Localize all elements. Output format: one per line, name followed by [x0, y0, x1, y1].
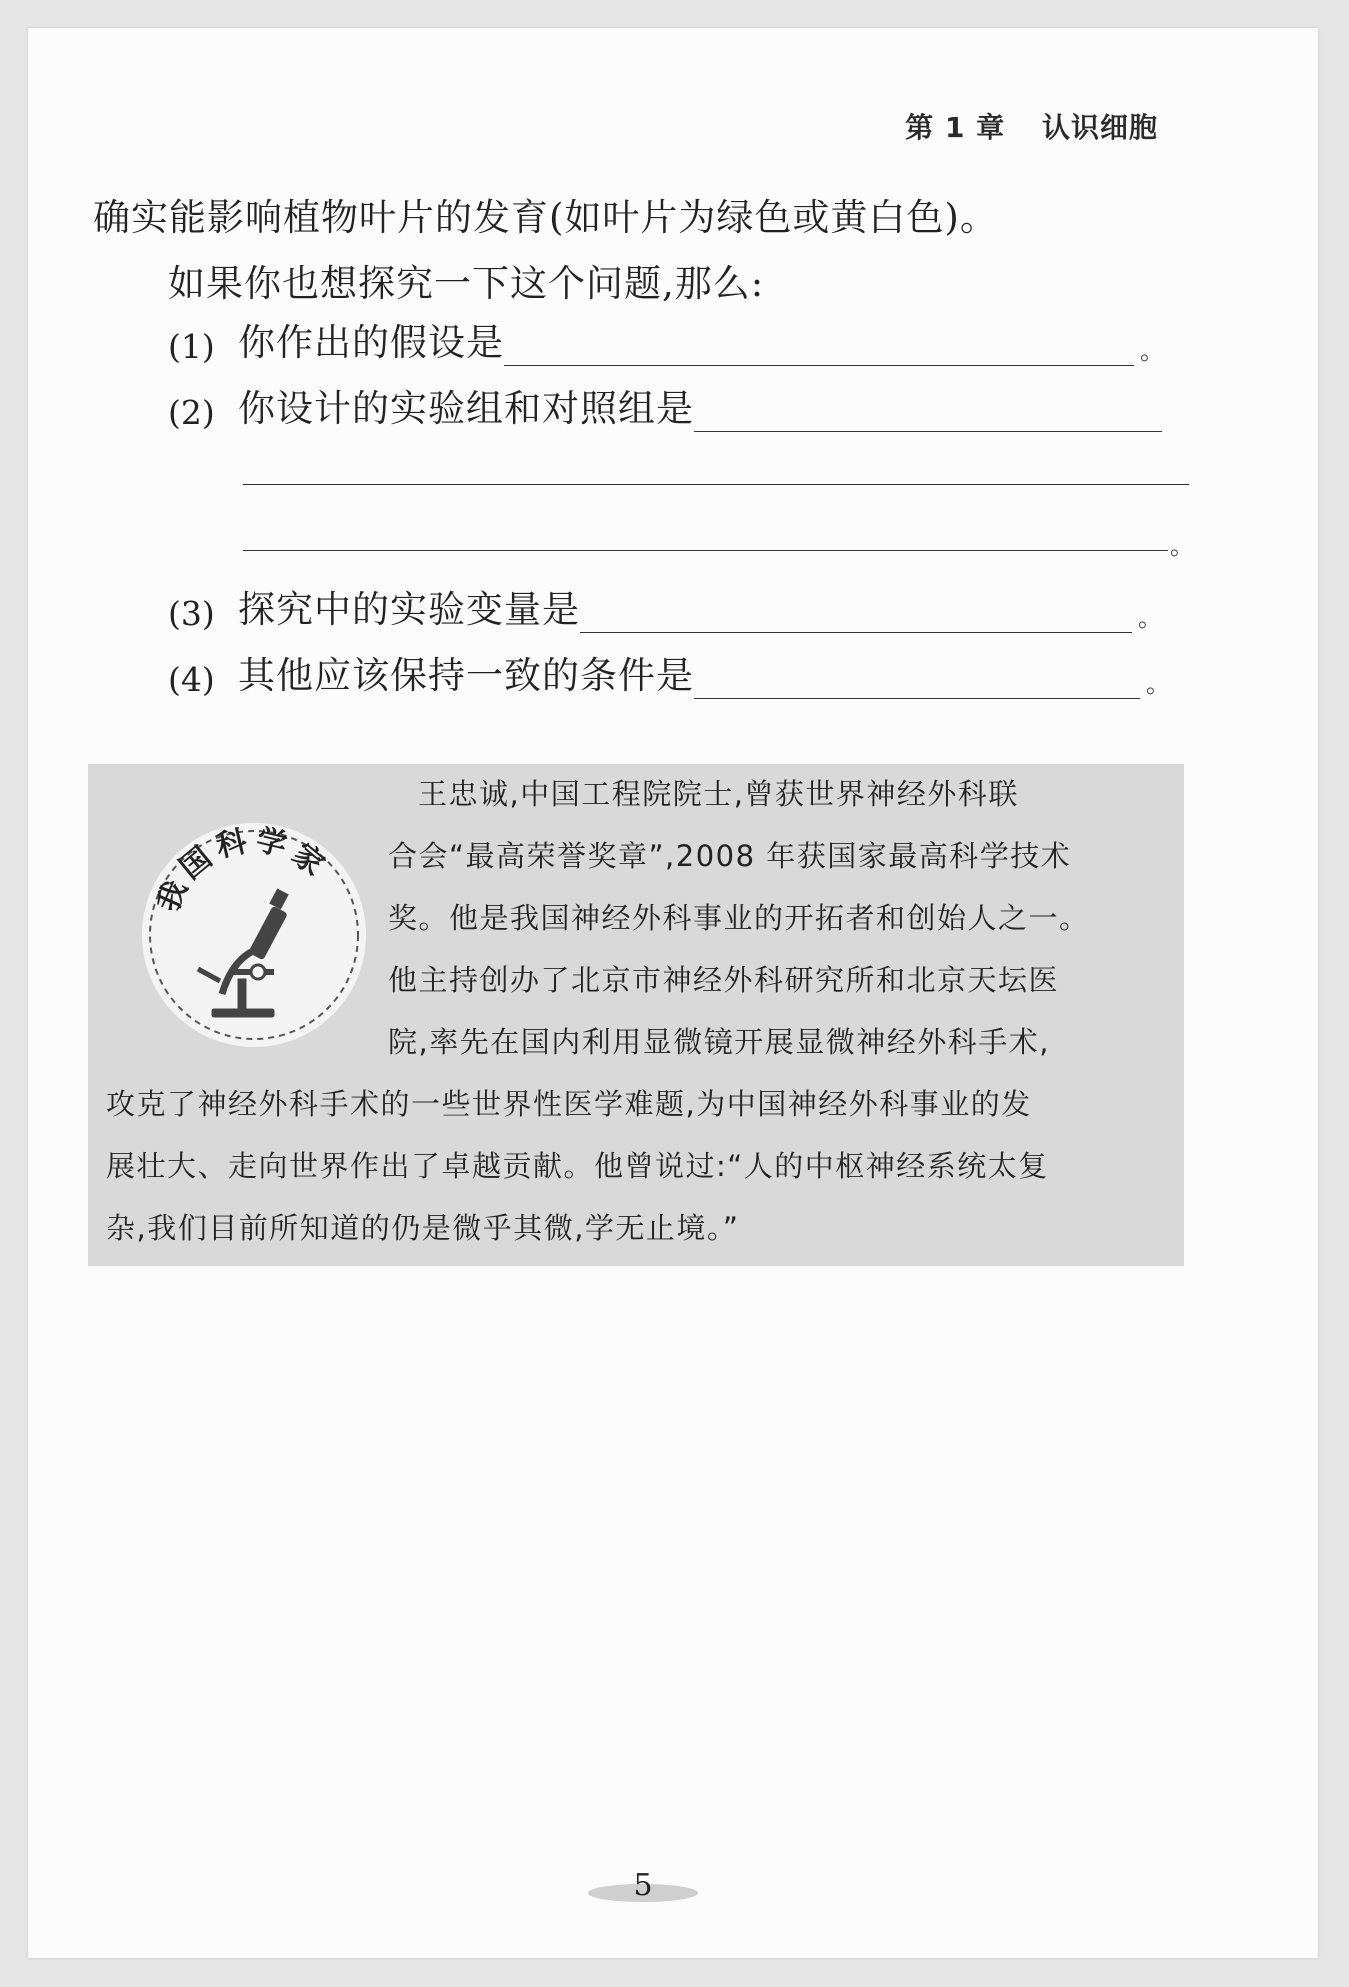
question-number: (1): [168, 327, 215, 366]
question-text: 探究中的实验变量是: [238, 588, 580, 631]
question-4: [168, 651, 1170, 699]
page-number-text: 5: [633, 1868, 653, 1903]
page-number: [588, 1868, 698, 1902]
bio-line-3: 奖。他是我国神经外科事业的开拓者和创始人之一。: [388, 901, 1090, 935]
answer-blank[interactable]: [694, 395, 1162, 432]
question-3: [168, 585, 1162, 633]
page: [28, 28, 1318, 1958]
scientist-box: [88, 764, 1184, 1266]
bio-line-8: 杂,我们目前所知道的仍是微乎其微,学无止境。”: [106, 1211, 740, 1245]
period: 。: [1170, 532, 1195, 560]
answer-blank[interactable]: [243, 482, 1189, 485]
question-text: 你设计的实验组和对照组是: [238, 387, 694, 430]
bio-line-1: 王忠诚,中国工程院院士,曾获世界神经外科联: [418, 777, 1019, 811]
chapter-title: 认识细胞: [1041, 111, 1158, 144]
bio-line-7: 展壮大、走向世界作出了卓越贡献。他曾说过:“人的中枢神经系统太复: [106, 1149, 1049, 1183]
bio-line-5: 院,率先在国内利用显微镜开展显微神经外科手术,: [388, 1025, 1050, 1059]
answer-blank[interactable]: [580, 596, 1132, 633]
answer-blank[interactable]: [694, 662, 1140, 699]
prompt-text: 如果你也想探究一下这个问题,那么:: [168, 262, 765, 305]
question-text: 你作出的假设是: [238, 321, 504, 364]
period: 。: [1146, 670, 1170, 698]
intro-text: 确实能影响植物叶片的发育(如叶片为绿色或黄白色)。: [93, 196, 998, 239]
badge-text: 我国科学家: [150, 822, 336, 917]
bio-line-2: 合会“最高荣誉奖章”,2008 年获国家最高科学技术: [388, 839, 1072, 873]
answer-blank[interactable]: [243, 548, 1168, 551]
question-number: (2): [168, 393, 215, 432]
scientist-badge: [138, 819, 370, 1051]
question-number: (4): [168, 660, 215, 699]
question-1: [168, 318, 1164, 366]
period: 。: [1140, 337, 1164, 365]
question-text: 其他应该保持一致的条件是: [238, 654, 694, 697]
question-number: (3): [168, 594, 215, 633]
period: 。: [1138, 604, 1162, 632]
question-2: [168, 384, 1162, 432]
bio-line-6: 攻克了神经外科手术的一些世界性医学难题,为中国神经外科事业的发: [106, 1087, 1032, 1121]
page-header: [905, 106, 1158, 146]
bio-line-4: 他主持创办了北京市神经外科研究所和北京天坛医: [388, 963, 1060, 997]
chapter-label: 第 1 章: [905, 111, 1006, 144]
answer-blank[interactable]: [504, 329, 1134, 366]
